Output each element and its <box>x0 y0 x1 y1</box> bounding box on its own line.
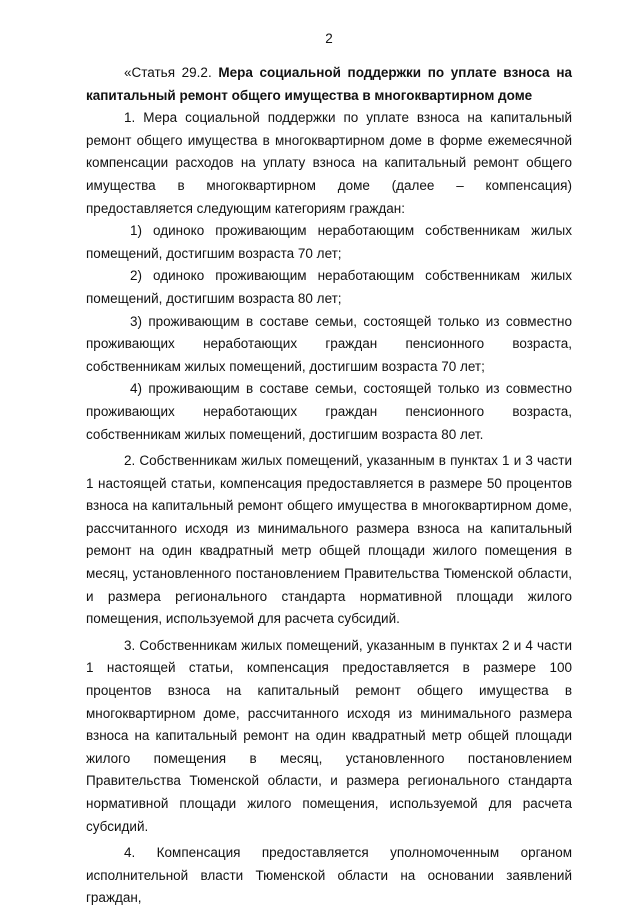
paragraph-part-2: 2. Собственникам жилых помещений, указанным в пунктах 1 и 3 части 1 настоящей статьи, компенсация предоставляется в размере 50 процентов взноса на капитальный ремонт общего имущества в многоквартирном доме, рассчитанного исходя из минимального размера взноса на капитальный ремонт на один квадратный метр общей площади жилого помещения в месяц, установленного постановлением Правительства Тюменской области, и размера регионального стандарта нормативной площади жилого помещения, используемой для расчета субсидий. <box>86 453 572 627</box>
paragraph-part-4: 4. Компенсация предоставляется уполномоченным органом исполнительной власти Тюменской области на основании заявлений граждан, <box>86 845 572 906</box>
paragraph-item-1: 1) одиноко проживающим неработающим собственникам жилых помещений, достигшим возраста 70 лет; <box>86 223 572 261</box>
article-title: Мера социальной поддержки по уплате взноса на капитальный ремонт общего имущества в многоквартирном доме <box>86 65 572 103</box>
paragraph-item-4: 4) проживающим в составе семьи, состоящей только из совместно проживающих неработающих граждан пенсионного возраста, собственникам жилых помещений, достигшим возраста 80 лет. <box>86 381 572 442</box>
paragraph-item-2: 2) одиноко проживающим неработающим собственникам жилых помещений, достигшим возраста 80 лет; <box>86 268 572 306</box>
paragraph-item-3: 3) проживающим в составе семьи, состоящей только из совместно проживающих неработающих граждан пенсионного возраста, собственникам жилых помещений, достигшим возраста 70 лет; <box>86 313 572 374</box>
page-number: 2 <box>325 31 333 46</box>
article-prefix: «Статья 29.2. <box>124 65 219 80</box>
paragraph-part-3: 3. Собственникам жилых помещений, указанным в пунктах 2 и 4 части 1 настоящей статьи, компенсация предоставляется в размере 100 процентов взноса на капитальный ремонт общего имущества в многоквартирном доме, рассчитанного исходя из минимального размера взноса на капитальный ремонт на один квадратный метр общей площади жилого помещения в месяц, установленного постановлением Правительства Тюменской области, и размера регионального стандарта нормативной площади жилого помещения, используемой для расчета субсидий. <box>86 637 572 834</box>
article-heading <box>86 62 572 107</box>
paragraph-part-1: 1. Мера социальной поддержки по уплате взноса на капитальный ремонт общего имущества в многоквартирном доме в форме ежемесячной компенсации расходов на уплату взноса на капитальный ремонт общего имущества в многоквартирном доме (далее – компенсация) предоставляется следующим категориям граждан: <box>86 110 572 216</box>
